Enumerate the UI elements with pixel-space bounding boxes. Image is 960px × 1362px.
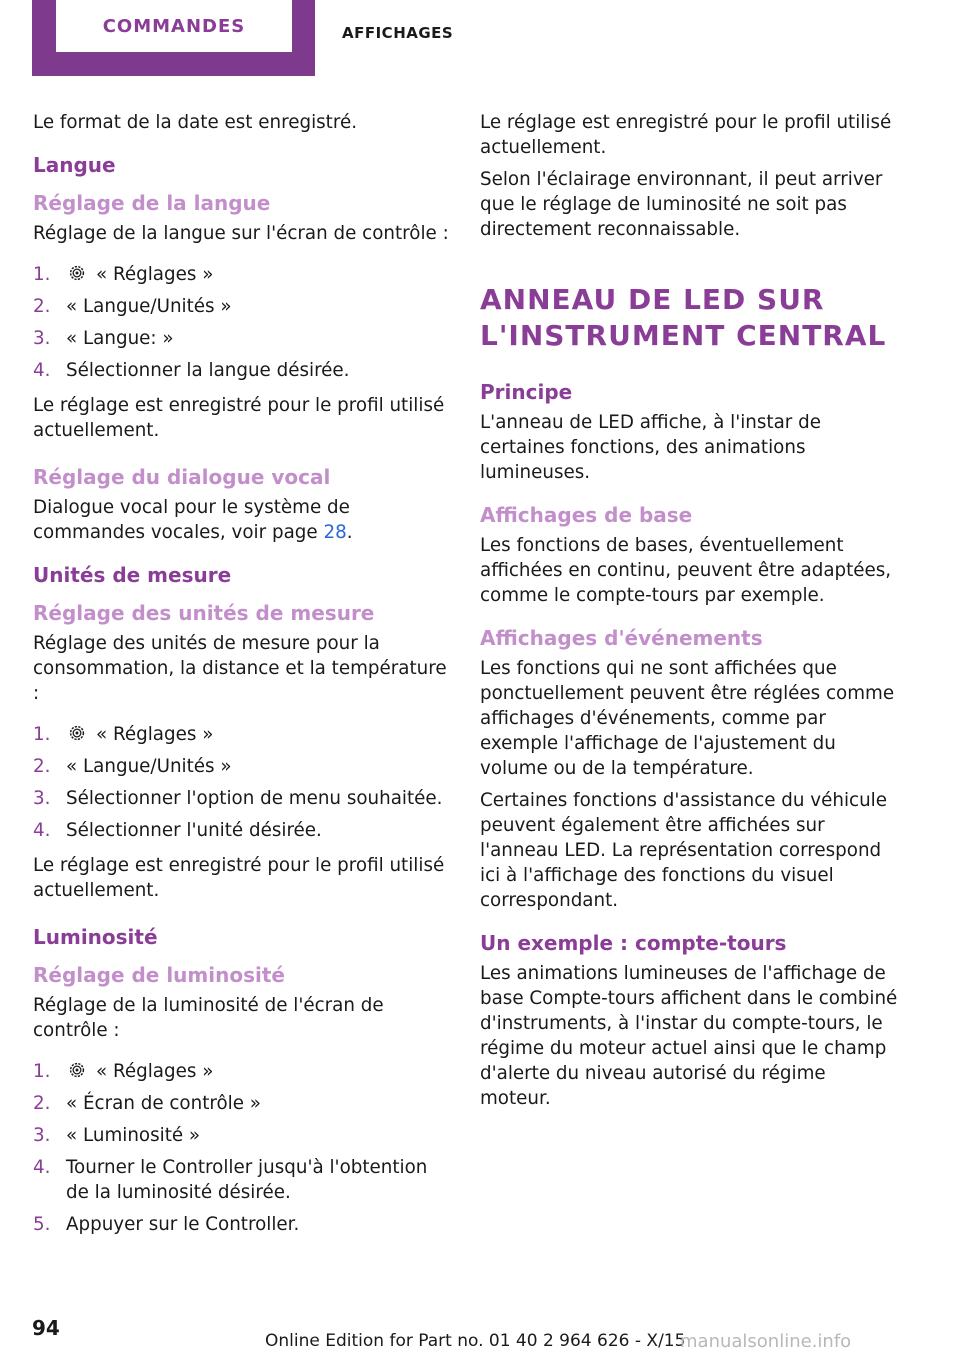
heading-dialogue: Réglage du dialogue vocal xyxy=(33,465,331,489)
list-item: 1. « Réglages » xyxy=(33,1061,214,1082)
list-item: 3. « Langue: » xyxy=(33,328,174,349)
list-item: 1. « Réglages » xyxy=(33,724,214,745)
heading-luminosite: Luminosité xyxy=(33,925,158,949)
list-langue xyxy=(33,262,453,383)
reglage-langue-text: Réglage de la langue sur l'écran de contrôle : xyxy=(33,223,449,244)
base-text: Les fonctions de bases, éventuellement affichées en continu, peuvent être adaptées, comme le compte-tours par exemple. xyxy=(480,535,892,606)
intro-text: Le format de la date est enregistré. xyxy=(33,112,358,133)
list-item: 2. « Écran de contrôle » xyxy=(33,1093,261,1114)
page-link[interactable]: 28 xyxy=(323,522,347,543)
footer-edition: Online Edition for Part no. 01 40 2 964 626 - X/15 xyxy=(265,1331,686,1351)
list-item: 1. « Réglages » xyxy=(33,264,214,285)
list1-note: Le réglage est enregistré pour le profil utilisé actuellement. xyxy=(33,395,445,441)
event-text-2: Certaines fonctions d'assistance du véhicule peuvent également être affichées sur l'anneau LED. La représentation correspond ici à l'affichage des fonctions du visuel correspondant. xyxy=(480,790,888,911)
event-text-1: Les fonctions qui ne sont affichées que ponctuellement peuvent être réglées comme affichages d'événements, comme par exemple l'affichage de l'ajustement du volume ou de la température. xyxy=(480,658,895,779)
heading-reglage-luminosite: Réglage de luminosité xyxy=(33,963,285,987)
page-number: 94 xyxy=(32,1316,60,1340)
list-item: 4. Sélectionner la langue désirée. xyxy=(33,360,350,381)
gear-icon xyxy=(66,722,88,744)
header-tab-bar xyxy=(32,0,315,76)
watermark: manualsonline.info xyxy=(680,1331,852,1352)
gear-icon xyxy=(66,1059,88,1081)
heading-affichages-base: Affichages de base xyxy=(480,503,693,527)
exemple-text: Les animations lumineuses de l'affichage de base Compte-tours affichent dans le combiné d'instruments, à l'instar du compte-tours, le régime du moteur actuel ainsi que le champ d'alerte du niveau autorisé du régime moteur. xyxy=(480,963,898,1109)
dialogue-text: Dialogue vocal pour le système de commandes vocales, voir page 28. xyxy=(33,497,353,543)
principe-text: L'anneau de LED affiche, à l'instar de certaines fonctions, des animations lumineuses. xyxy=(480,412,821,483)
right-column xyxy=(480,110,900,1118)
list-item: 5. Appuyer sur le Controller. xyxy=(33,1214,300,1235)
tab-affichages[interactable]: AFFICHAGES xyxy=(342,24,454,42)
heading-exemple: Un exemple : compte-tours xyxy=(480,931,787,955)
heading-langue: Langue xyxy=(33,153,116,177)
heading-unites: Unités de mesure xyxy=(33,563,232,587)
heading-affichages-evenements: Affichages d'événements xyxy=(480,626,763,650)
list-luminosite xyxy=(33,1059,453,1237)
list-item: 4. Tourner le Controller jusqu'à l'obtention de la luminosité désirée. xyxy=(33,1157,428,1203)
gear-icon xyxy=(66,262,88,284)
list-item: 3. Sélectionner l'option de menu souhaitée. xyxy=(33,788,443,809)
heading-anneau-led: ANNEAU DE LED SUR L'INSTRUMENT CENTRAL xyxy=(480,283,887,352)
left-column xyxy=(33,110,453,1247)
list-unites xyxy=(33,722,453,843)
list-item: 4. Sélectionner l'unité désirée. xyxy=(33,820,322,841)
list2-note: Le réglage est enregistré pour le profil utilisé actuellement. xyxy=(33,855,445,901)
heading-reglage-unites: Réglage des unités de mesure xyxy=(33,601,375,625)
tab-commandes[interactable]: COMMANDES xyxy=(56,0,292,52)
reglage-luminosite-text: Réglage de la luminosité de l'écran de contrôle : xyxy=(33,995,384,1041)
luminosite-note: Le réglage est enregistré pour le profil utilisé actuellement. xyxy=(480,112,892,158)
list-item: 3. « Luminosité » xyxy=(33,1125,201,1146)
list-item: 2. « Langue/Unités » xyxy=(33,296,232,317)
heading-reglage-langue: Réglage de la langue xyxy=(33,191,271,215)
list-item: 2. « Langue/Unités » xyxy=(33,756,232,777)
heading-principe: Principe xyxy=(480,380,573,404)
luminosite-remark: Selon l'éclairage environnant, il peut arriver que le réglage de luminosité ne soit pas directement reconnaissable. xyxy=(480,169,883,240)
reglage-unites-text: Réglage des unités de mesure pour la consommation, la distance et la température : xyxy=(33,633,447,704)
